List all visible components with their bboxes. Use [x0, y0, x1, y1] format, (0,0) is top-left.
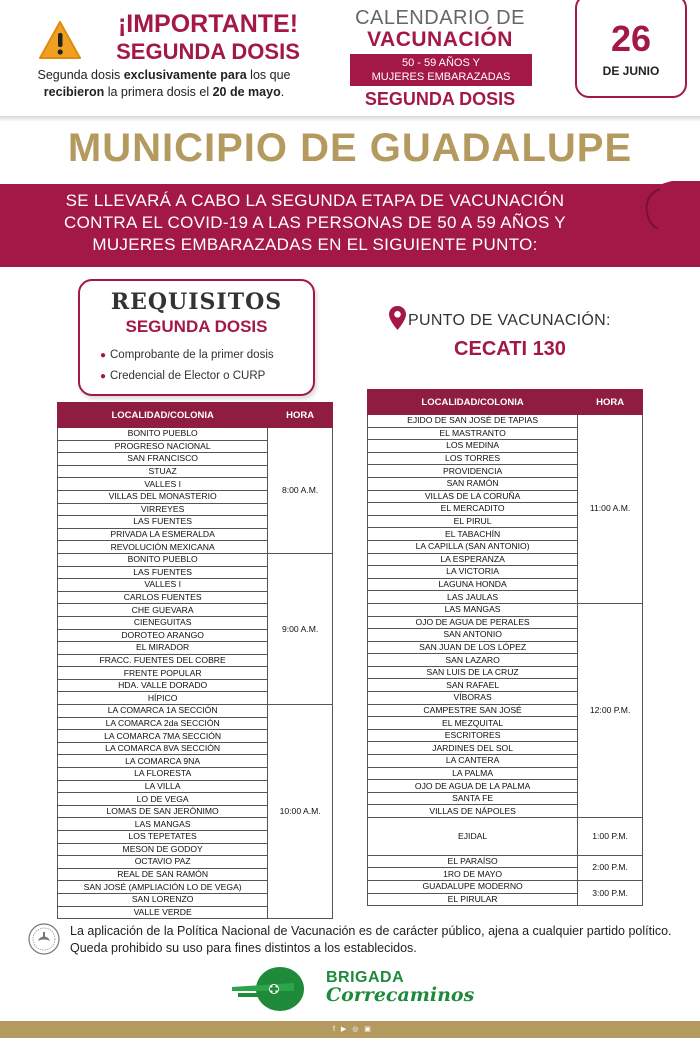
locality-cell: LOMAS DE SAN JERÓNIMO — [58, 805, 268, 818]
calendar-title: CALENDARIO DE — [355, 7, 525, 29]
brand-line-2: Correcaminos — [326, 984, 475, 1006]
locality-cell: LOS TEPETATES — [58, 831, 268, 844]
locality-cell: EL MIRADOR — [58, 642, 268, 655]
locality-cell: OJO DE AGUA DE PERALES — [368, 616, 578, 629]
table-row — [368, 603, 643, 616]
locality-cell: SAN JOSÉ (AMPLIACIÓN LO DE VEGA) — [58, 881, 268, 894]
column-header-time: HORA — [268, 403, 333, 428]
table-row — [58, 553, 333, 566]
locality-cell: SAN LORENZO — [58, 893, 268, 906]
locality-cell: OJO DE AGUA DE LA PALMA — [368, 780, 578, 793]
requirements-subtitle: SEGUNDA DOSIS — [125, 317, 268, 336]
locality-cell: VILLAS DE NÁPOLES — [368, 805, 578, 818]
calendar-audience-box: 50 - 59 AÑOS Y MUJERES EMBARAZADAS — [350, 54, 532, 86]
locality-cell: LOS MEDINA — [368, 440, 578, 453]
locality-cell: PROVIDENCIA — [368, 465, 578, 478]
locality-cell: VÍBORAS — [368, 692, 578, 705]
locality-cell: 1RO DE MAYO — [368, 868, 578, 881]
locality-cell: EL PIRUL — [368, 515, 578, 528]
warning-icon — [39, 20, 81, 60]
brigada-correcaminos-logo — [230, 963, 322, 1015]
locality-cell: EL MEZQUITAL — [368, 717, 578, 730]
locality-cell: LAS JAULAS — [368, 591, 578, 604]
locality-cell: CAMPESTRE SAN JOSÉ — [368, 704, 578, 717]
table-row — [368, 415, 643, 428]
calendar-title-bold: VACUNACIÓN — [367, 28, 513, 51]
locality-cell: GUADALUPE MODERNO — [368, 880, 578, 893]
time-cell: 2:00 P.M. — [578, 855, 643, 880]
requirements-box — [78, 279, 315, 396]
time-cell: 12:00 P.M. — [578, 603, 643, 817]
important-subtitle: SEGUNDA DOSIS — [116, 39, 300, 64]
time-cell: 11:00 A.M. — [578, 415, 643, 604]
locality-cell: HÍPICO — [58, 692, 268, 705]
locality-cell: LAS FUENTES — [58, 516, 268, 529]
locality-cell: JARDINES DEL SOL — [368, 742, 578, 755]
locality-cell: STUAZ — [58, 465, 268, 478]
locality-cell: EJIDO DE SAN JOSÉ DE TAPIAS — [368, 415, 578, 428]
municipality-title: MUNICIPIO DE GUADALUPE — [67, 126, 633, 170]
locality-cell: CHE GUEVARA — [58, 604, 268, 617]
location-pin-icon — [389, 306, 406, 330]
time-cell: 1:00 P.M. — [578, 818, 643, 856]
locality-cell: LA ESPERANZA — [368, 553, 578, 566]
locality-cell: SAN JUAN DE LOS LÓPEZ — [368, 641, 578, 654]
locality-cell: EL TABACHÍN — [368, 528, 578, 541]
time-cell: 8:00 A.M. — [268, 428, 333, 554]
locality-cell: LOS TORRES — [368, 452, 578, 465]
locality-cell: ESCRITORES — [368, 729, 578, 742]
locality-cell: LA COMARCA 7MA SECCIÓN — [58, 730, 268, 743]
locality-cell: LA PALMA — [368, 767, 578, 780]
locality-cell: VIRREYES — [58, 503, 268, 516]
brand-line-1: BRIGADA — [326, 969, 405, 986]
column-header-locality: LOCALIDAD/COLONIA — [58, 403, 268, 428]
time-cell: 10:00 A.M. — [268, 705, 333, 919]
locality-cell: REAL DE SAN RAMÓN — [58, 868, 268, 881]
locality-cell: LA COMARCA 9NA — [58, 755, 268, 768]
date-day: 26 — [610, 18, 652, 59]
locality-cell: LA COMARCA 8VA SECCIÓN — [58, 742, 268, 755]
time-cell: 3:00 P.M. — [578, 880, 643, 905]
locality-cell: VALLE VERDE — [58, 906, 268, 919]
government-seal-icon — [28, 923, 60, 955]
locality-cell: LA COMARCA 1A SECCIÓN — [58, 705, 268, 718]
locality-cell: PROGRESO NACIONAL — [58, 440, 268, 453]
schedule-table-left — [57, 402, 333, 919]
locality-cell: LA FLORESTA — [58, 768, 268, 781]
table-row — [368, 855, 643, 868]
table-row — [368, 818, 643, 856]
locality-cell: LO DE VEGA — [58, 793, 268, 806]
locality-cell: LA COMARCA 2da SECCIÓN — [58, 717, 268, 730]
important-title: ¡IMPORTANTE! — [117, 10, 299, 38]
locality-cell: LAS MANGAS — [58, 818, 268, 831]
requirements-title: REQUISITOS — [110, 289, 283, 315]
vaccination-point-name: CECATI 130 — [454, 338, 566, 360]
vaccination-point-label: PUNTO DE VACUNACIÓN: — [408, 312, 611, 329]
locality-cell: LA CAPILLA (SAN ANTONIO) — [368, 540, 578, 553]
legal-disclaimer: La aplicación de la Política Nacional de Vacunación es de carácter público, ajena a cualquier partido político. Queda prohibido su uso para fines distintos a los establecidos. — [70, 924, 672, 955]
header-divider — [0, 116, 700, 122]
locality-cell: VILLAS DEL MONASTERIO — [58, 490, 268, 503]
locality-cell: VALLES I — [58, 478, 268, 491]
requirements-list — [100, 345, 274, 387]
column-header-locality: LOCALIDAD/COLONIA — [368, 390, 578, 415]
locality-cell: FRENTE POPULAR — [58, 667, 268, 680]
locality-cell: DOROTEO ARANGO — [58, 629, 268, 642]
locality-cell: CIENEGUITAS — [58, 616, 268, 629]
locality-cell: BONITO PUEBLO — [58, 428, 268, 441]
social-media-icons: f ▶ ◎ ▣ — [333, 1026, 373, 1033]
locality-cell: EL PIRULAR — [368, 893, 578, 906]
bullet-icon: ● — [100, 350, 107, 361]
table-row — [58, 428, 333, 441]
locality-cell: SAN LAZARO — [368, 654, 578, 667]
bullet-icon: ● — [100, 371, 107, 382]
announcement-text: SE LLEVARÁ A CABO LA SEGUNDA ETAPA DE VACUNACIÓN CONTRA EL COVID-19 A LAS PERSONAS DE 50 A 59 AÑOS Y MUJERES EMBARAZADAS EN EL SIGUIENTE PUNTO: — [64, 191, 566, 254]
locality-cell: EL PARAÍSO — [368, 855, 578, 868]
table-row — [58, 705, 333, 718]
locality-cell: PRIVADA LA ESMERALDA — [58, 528, 268, 541]
locality-cell: SAN FRANCISCO — [58, 453, 268, 466]
locality-cell: LA CANTERA — [368, 755, 578, 768]
locality-cell: SAN LUIS DE LA CRUZ — [368, 666, 578, 679]
locality-cell: EL MASTRANTO — [368, 427, 578, 440]
locality-cell: SAN ANTONIO — [368, 629, 578, 642]
locality-cell: LA VILLA — [58, 780, 268, 793]
locality-cell: LAGUNA HONDA — [368, 578, 578, 591]
locality-cell: SANTA FE — [368, 792, 578, 805]
locality-cell: BONITO PUEBLO — [58, 553, 268, 566]
locality-cell: LAS FUENTES — [58, 566, 268, 579]
locality-cell: EL MERCADITO — [368, 503, 578, 516]
locality-cell: CARLOS FUENTES — [58, 591, 268, 604]
locality-cell: OCTAVIO PAZ — [58, 856, 268, 869]
calendar-dose: SEGUNDA DOSIS — [364, 89, 516, 109]
column-header-time: HORA — [578, 390, 643, 415]
important-note: Segunda dosis exclusivamente para los que recibieron la primera dosis el 20 de mayo. — [37, 68, 291, 99]
locality-cell: VILLAS DE LA CORUÑA — [368, 490, 578, 503]
locality-cell: EJIDAL — [368, 818, 578, 856]
locality-cell: REVOLUCIÓN MEXICANA — [58, 541, 268, 554]
locality-cell: LA VICTORIA — [368, 566, 578, 579]
locality-cell: VALLES I — [58, 579, 268, 592]
locality-cell: MESON DE GODOY — [58, 843, 268, 856]
list-item: ● Comprobante de la primer dosis — [100, 345, 274, 366]
locality-cell: FRACC. FUENTES DEL COBRE — [58, 654, 268, 667]
locality-cell: LAS MANGAS — [368, 603, 578, 616]
locality-cell: SAN RAMÓN — [368, 477, 578, 490]
time-cell: 9:00 A.M. — [268, 553, 333, 704]
table-row — [368, 880, 643, 893]
date-badge — [575, 0, 687, 98]
date-month: DE JUNIO — [602, 64, 660, 78]
schedule-table-right — [367, 389, 643, 906]
list-item: ● Credencial de Elector o CURP — [100, 366, 274, 387]
locality-cell: SAN RAFAEL — [368, 679, 578, 692]
locality-cell: HDA. VALLE DORADO — [58, 679, 268, 692]
header — [0, 0, 700, 118]
